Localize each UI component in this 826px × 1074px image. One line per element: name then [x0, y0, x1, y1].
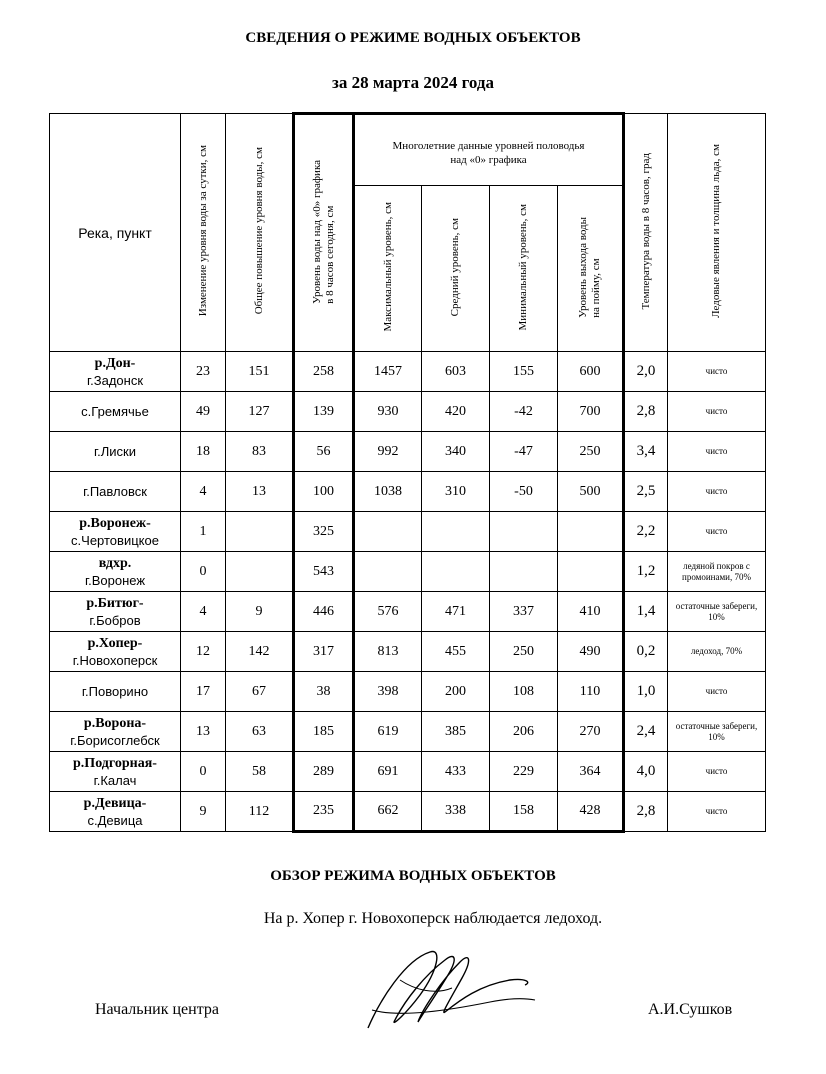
- table-row: [50, 592, 766, 632]
- cell-min: -50: [490, 472, 558, 512]
- cell-total-rise: 67: [226, 672, 294, 712]
- cell-max: 691: [354, 752, 422, 792]
- cell-level: 100: [294, 472, 354, 512]
- river-point: [50, 552, 181, 592]
- cell-avg: 200: [422, 672, 490, 712]
- point-name: г.Задонск: [86, 373, 144, 388]
- chief-label: Начальник центра: [95, 1001, 219, 1018]
- cell-temp: 2,2: [624, 512, 668, 552]
- cell-change: 23: [181, 352, 226, 392]
- cell-max: 619: [354, 712, 422, 752]
- cell-ice: чисто: [668, 792, 766, 832]
- river-name: р.Дон-: [94, 356, 136, 371]
- cell-ice: чисто: [668, 752, 766, 792]
- cell-max: 398: [354, 672, 422, 712]
- cell-level: 289: [294, 752, 354, 792]
- cell-min: 108: [490, 672, 558, 712]
- river-point: [50, 592, 181, 632]
- header-ice: Ледовые явления и толщина льда, см: [668, 114, 766, 352]
- cell-min: 337: [490, 592, 558, 632]
- cell-level: 235: [294, 792, 354, 832]
- header-max: Максимальный уровень, см: [354, 186, 422, 352]
- cell-temp: 2,0: [624, 352, 668, 392]
- point-name: с.Девица: [87, 813, 143, 828]
- river-point: [50, 752, 181, 792]
- cell-change: 12: [181, 632, 226, 672]
- cell-avg: 420: [422, 392, 490, 432]
- cell-max: [354, 512, 422, 552]
- table-row: [50, 632, 766, 672]
- document-date: за 28 марта 2024 года: [332, 73, 494, 92]
- cell-ice: чисто: [668, 352, 766, 392]
- cell-max: 992: [354, 432, 422, 472]
- cell-change: 1: [181, 512, 226, 552]
- point-name: г.Калач: [93, 773, 137, 788]
- cell-ice: чисто: [668, 432, 766, 472]
- table-row: [50, 552, 766, 592]
- cell-flood: 250: [558, 432, 624, 472]
- table-row: [50, 392, 766, 432]
- signature: [360, 940, 560, 1040]
- cell-temp: 1,0: [624, 672, 668, 712]
- river-point: [50, 472, 181, 512]
- cell-level: 38: [294, 672, 354, 712]
- cell-max: 662: [354, 792, 422, 832]
- cell-flood: 700: [558, 392, 624, 432]
- cell-avg: [422, 512, 490, 552]
- cell-change: 13: [181, 712, 226, 752]
- cell-change: 9: [181, 792, 226, 832]
- cell-level: 317: [294, 632, 354, 672]
- cell-total-rise: 58: [226, 752, 294, 792]
- cell-flood: 600: [558, 352, 624, 392]
- cell-min: 158: [490, 792, 558, 832]
- table-row: [50, 672, 766, 712]
- cell-total-rise: 142: [226, 632, 294, 672]
- cell-flood: 270: [558, 712, 624, 752]
- cell-flood: 500: [558, 472, 624, 512]
- cell-avg: 340: [422, 432, 490, 472]
- header-total-rise: Общее повышение уровня воды, см: [226, 114, 294, 352]
- cell-ice: чисто: [668, 392, 766, 432]
- river-point: [50, 712, 181, 752]
- cell-temp: 2,5: [624, 472, 668, 512]
- cell-min: 155: [490, 352, 558, 392]
- point-name: г.Поворино: [81, 684, 149, 699]
- cell-avg: 338: [422, 792, 490, 832]
- table-row: [50, 472, 766, 512]
- cell-max: [354, 552, 422, 592]
- review-title: ОБЗОР РЕЖИМА ВОДНЫХ ОБЪЕКТОВ: [270, 868, 556, 884]
- document-title: СВЕДЕНИЯ О РЕЖИМЕ ВОДНЫХ ОБЪЕКТОВ: [245, 30, 581, 46]
- cell-min: 206: [490, 712, 558, 752]
- header-flood: Уровень выхода воды на пойму, см: [558, 186, 624, 352]
- cell-total-rise: 112: [226, 792, 294, 832]
- river-name: р.Девица-: [83, 796, 147, 811]
- river-point: [50, 512, 181, 552]
- cell-min: [490, 552, 558, 592]
- cell-temp: 1,4: [624, 592, 668, 632]
- cell-total-rise: 83: [226, 432, 294, 472]
- cell-level: 139: [294, 392, 354, 432]
- cell-max: 576: [354, 592, 422, 632]
- point-name: г.Бобров: [89, 613, 141, 628]
- river-point: [50, 632, 181, 672]
- cell-ice: ледоход, 70%: [668, 632, 766, 672]
- river-name: р.Воронеж-: [79, 516, 151, 531]
- cell-total-rise: 13: [226, 472, 294, 512]
- cell-total-rise: 127: [226, 392, 294, 432]
- cell-change: 18: [181, 432, 226, 472]
- cell-flood: 364: [558, 752, 624, 792]
- river-point: [50, 792, 181, 832]
- chief-name: А.И.Сушков: [648, 1001, 733, 1018]
- river-name: р.Ворона-: [83, 716, 147, 731]
- header-temp: Температура воды в 8 часов, град: [624, 114, 668, 352]
- river-point: [50, 432, 181, 472]
- header-river: Река, пункт: [50, 114, 181, 352]
- table-row: [50, 352, 766, 392]
- cell-total-rise: [226, 512, 294, 552]
- water-regime-table: [49, 112, 766, 833]
- cell-max: 813: [354, 632, 422, 672]
- cell-temp: 1,2: [624, 552, 668, 592]
- point-name: с.Гремячье: [81, 404, 149, 419]
- cell-level: 446: [294, 592, 354, 632]
- point-name: г.Воронеж: [84, 573, 146, 588]
- cell-min: 250: [490, 632, 558, 672]
- cell-ice: чисто: [668, 512, 766, 552]
- cell-temp: 3,4: [624, 432, 668, 472]
- cell-total-rise: 9: [226, 592, 294, 632]
- header-level: Уровень воды над «0» графика в 8 часов сегодня, см: [294, 114, 354, 352]
- cell-ice: ледяной покров с промоинами, 70%: [668, 552, 766, 592]
- cell-total-rise: [226, 552, 294, 592]
- cell-ice: чисто: [668, 472, 766, 512]
- table-row: [50, 792, 766, 832]
- cell-ice: остаточные забереги, 10%: [668, 592, 766, 632]
- header-min: Минимальный уровень, см: [490, 186, 558, 352]
- point-name: г.Борисоглебск: [70, 733, 160, 748]
- cell-flood: [558, 512, 624, 552]
- cell-min: -47: [490, 432, 558, 472]
- cell-avg: 385: [422, 712, 490, 752]
- cell-max: 930: [354, 392, 422, 432]
- cell-change: 4: [181, 472, 226, 512]
- point-name: г.Лиски: [93, 444, 136, 459]
- table-row: [50, 752, 766, 792]
- cell-flood: [558, 552, 624, 592]
- river-point: [50, 392, 181, 432]
- river-name: р.Хопер-: [87, 636, 143, 651]
- cell-avg: 310: [422, 472, 490, 512]
- cell-temp: 0,2: [624, 632, 668, 672]
- table-row: [50, 712, 766, 752]
- header-longterm: Многолетние данные уровней половодья над «0» графика: [354, 114, 624, 186]
- cell-avg: 603: [422, 352, 490, 392]
- cell-change: 49: [181, 392, 226, 432]
- cell-max: 1038: [354, 472, 422, 512]
- cell-level: 543: [294, 552, 354, 592]
- cell-total-rise: 63: [226, 712, 294, 752]
- point-name: г.Новохоперск: [72, 653, 158, 668]
- cell-avg: 471: [422, 592, 490, 632]
- cell-min: [490, 512, 558, 552]
- cell-change: 17: [181, 672, 226, 712]
- cell-level: 325: [294, 512, 354, 552]
- cell-flood: 110: [558, 672, 624, 712]
- river-name: вдхр.: [98, 556, 132, 571]
- cell-min: 229: [490, 752, 558, 792]
- river-name: р.Битюг-: [86, 596, 144, 611]
- cell-min: -42: [490, 392, 558, 432]
- cell-temp: 4,0: [624, 752, 668, 792]
- cell-level: 56: [294, 432, 354, 472]
- cell-temp: 2,8: [624, 792, 668, 832]
- cell-total-rise: 151: [226, 352, 294, 392]
- cell-flood: 490: [558, 632, 624, 672]
- cell-flood: 428: [558, 792, 624, 832]
- cell-avg: [422, 552, 490, 592]
- cell-max: 1457: [354, 352, 422, 392]
- cell-flood: 410: [558, 592, 624, 632]
- table-row: [50, 432, 766, 472]
- cell-ice: остаточные забереги, 10%: [668, 712, 766, 752]
- cell-temp: 2,4: [624, 712, 668, 752]
- cell-change: 0: [181, 752, 226, 792]
- river-point: [50, 672, 181, 712]
- cell-avg: 433: [422, 752, 490, 792]
- cell-temp: 2,8: [624, 392, 668, 432]
- table-row: [50, 512, 766, 552]
- point-name: с.Чертовицкое: [71, 533, 159, 548]
- cell-avg: 455: [422, 632, 490, 672]
- point-name: г.Павловск: [83, 484, 147, 499]
- river-name: р.Подгорная-: [73, 756, 157, 771]
- header-avg: Средний уровень, см: [422, 186, 490, 352]
- cell-ice: чисто: [668, 672, 766, 712]
- header-change: Изменение уровня воды за сутки, см: [181, 114, 226, 352]
- cell-change: 4: [181, 592, 226, 632]
- cell-level: 185: [294, 712, 354, 752]
- cell-level: 258: [294, 352, 354, 392]
- river-point: [50, 352, 181, 392]
- cell-change: 0: [181, 552, 226, 592]
- review-text: На р. Хопер г. Новохоперск наблюдается ледоход.: [263, 910, 603, 927]
